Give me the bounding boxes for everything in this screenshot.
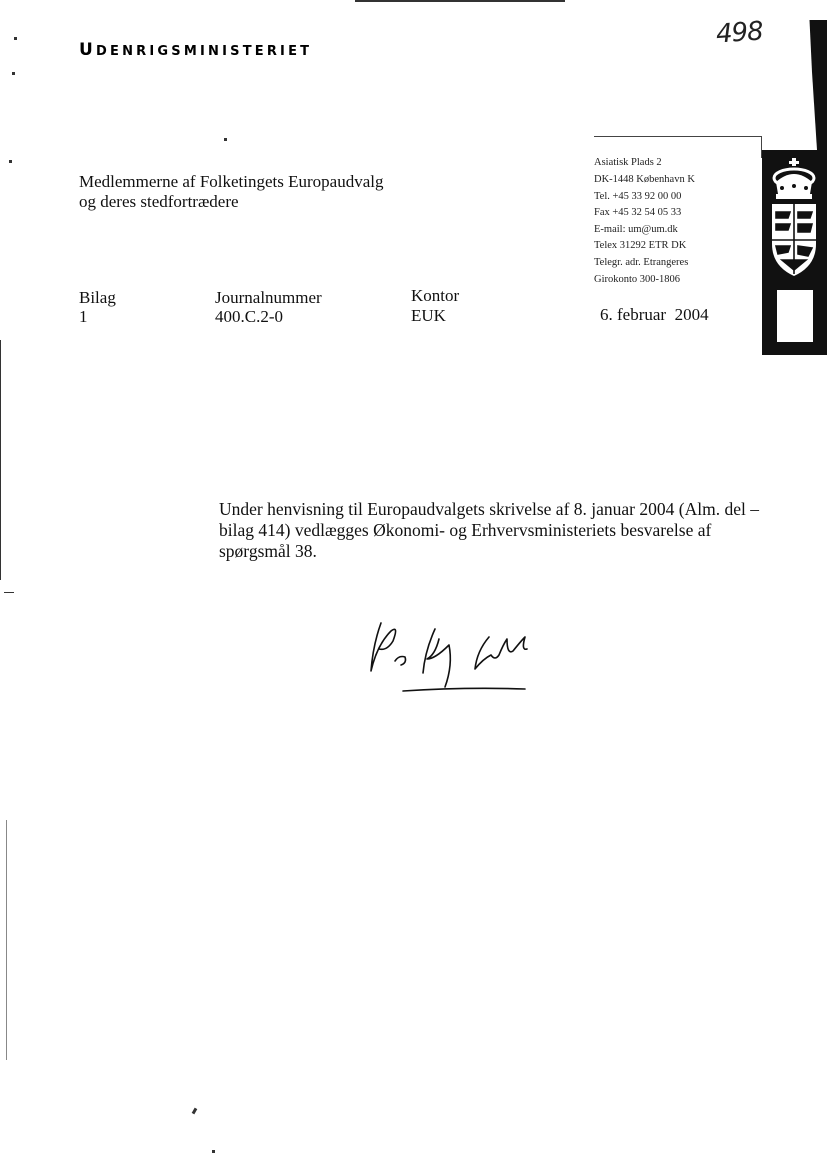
scan-margin-line: [0, 340, 1, 580]
recipient-line-1: Medlemmerne af Folketingets Europaudvalg: [79, 172, 384, 191]
address-line: Telex 31292 ETR DK: [594, 240, 687, 251]
ministry-name-rest: DENRIGSMINISTERIET: [96, 44, 313, 59]
journal-value: 400.C.2-0: [215, 307, 283, 326]
address-line: DK-1448 København K: [594, 174, 695, 185]
address-line: Telegr. adr. Etrangeres: [594, 257, 689, 268]
scan-edge-shadow: [802, 20, 827, 150]
scan-speck: [212, 1150, 215, 1153]
address-line: Fax +45 32 54 05 33: [594, 207, 682, 218]
scan-speck: [9, 160, 12, 163]
bilag-label: Bilag: [79, 288, 116, 307]
royal-crest-icon: [766, 156, 822, 280]
ministry-initial: U: [79, 40, 97, 60]
scan-speck: [14, 37, 17, 40]
address-line: E-mail: um@um.dk: [594, 224, 678, 235]
handwritten-signature: [365, 615, 535, 695]
address-top-rule: [594, 136, 762, 137]
scan-speck: [224, 138, 227, 141]
address-line: Girokonto 300-1806: [594, 274, 681, 285]
recipient-line-2: og deres stedfortrædere: [79, 192, 239, 211]
scan-margin-tick: [4, 592, 14, 593]
handwritten-document-number: 498: [715, 16, 764, 50]
ministry-name: [79, 40, 312, 60]
body-paragraph: Under henvisning til Europaudvalgets skrivelse af 8. januar 2004 (Alm. del – bilag 414) vedlægges Økonomi- og Erhvervsministeriets besvarelse af spørgsmål 38.: [219, 499, 759, 561]
scan-margin-line: [6, 820, 7, 1060]
bilag-value: 1: [79, 307, 88, 326]
scan-speck: [12, 72, 15, 75]
kontor-label: Kontor: [411, 286, 460, 305]
address-line: Asiatisk Plads 2: [594, 157, 662, 168]
scan-speck: [192, 1108, 198, 1115]
scan-edge-line: [355, 0, 565, 2]
journal-label: Journalnummer: [215, 288, 322, 307]
letter-date: 6. februar 2004: [600, 305, 709, 324]
kontor-value: EUK: [411, 306, 446, 325]
address-line: Tel. +45 33 92 00 00: [594, 191, 682, 202]
scan-edge-notch: [777, 290, 813, 342]
